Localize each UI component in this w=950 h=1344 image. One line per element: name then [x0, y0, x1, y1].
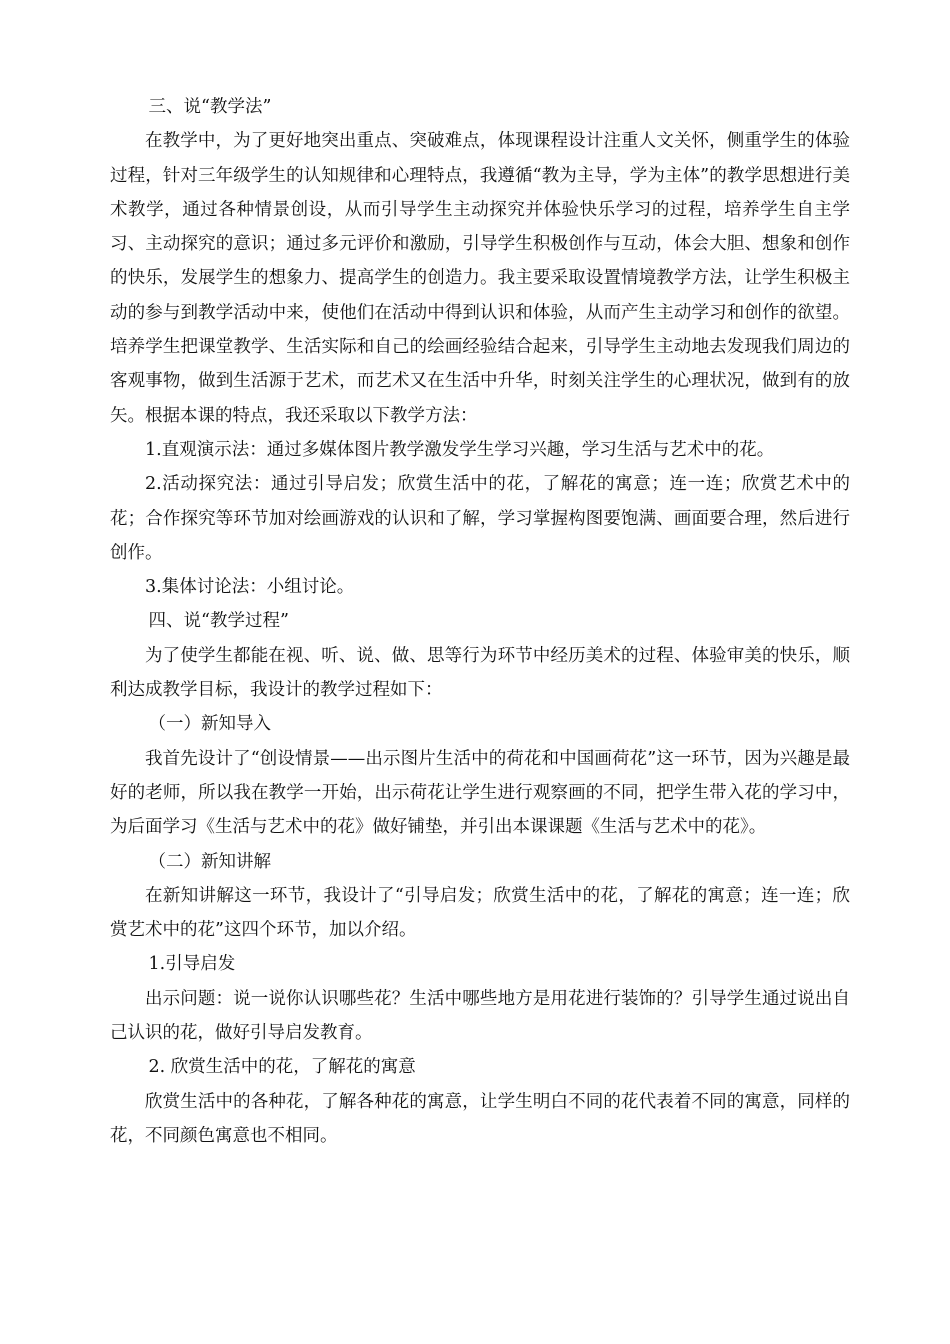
subsection-heading-introduction: （一）新知导入 — [148, 714, 271, 735]
section-heading-teaching-process: 四、说“教学过程” — [148, 611, 289, 632]
paragraph-guidance: 出示问题：说一说你认识哪些花？生活中哪些地方是用花进行装饰的？引导学生通过说出自己认识的花，做好引导启发教育。 — [110, 988, 850, 1044]
subsection-heading-explanation: （二）新知讲解 — [148, 851, 271, 872]
paragraph-teaching-process-intro: 为了使学生都能在视、听、说、做、思等行为环节中经历美术的过程、体验审美的快乐，顺利达成教学目标，我设计的教学过程如下： — [110, 645, 850, 701]
method-item-activity-exploration: 2.活动探究法：通过引导启发；欣赏生活中的花，了解花的寓意；连一连；欣赏艺术中的花；合作探究等环节加对绘画游戏的认识和了解，学习掌握构图要饱满、画面要合理，然后进行创作。 — [110, 474, 850, 563]
method-item-group-discussion: 3.集体讨论法：小组讨论。 — [145, 577, 355, 598]
method-item-demonstration: 1.直观演示法：通过多媒体图片教学激发学生学习兴趣，学习生活与艺术中的花。 — [145, 439, 775, 460]
paragraph-appreciate-flowers: 欣赏生活中的各种花，了解各种花的寓意，让学生明白不同的花代表着不同的寓意，同样的花，不同颜色寓意也不相同。 — [110, 1091, 850, 1146]
section-heading-teaching-methods: 三、说“教学法” — [148, 97, 272, 117]
document-body — [110, 90, 850, 1153]
step-heading-guidance: 1.引导启发 — [148, 954, 236, 975]
paragraph-teaching-methods-intro: 在教学中，为了更好地突出重点、突破难点，体现课程设计注重人文关怀，侧重学生的体验过程，针对三年级学生的认知规律和心理特点，我遵循“教为主导，学为主体”的教学思想进行美术教学，通过各种情景创设，从而引导学生主动探究并体验快乐学习的过程，培养学生自主学习、主动探究的意识；通过多元评价和激励，引导学生积极创作与互动，体会大胆、想象和创作的快乐，发展学生的想象力、提高学生的创造力。我主要采取设置情境教学方法，让学生积极主动的参与到教学活动中来，使他们在活动中得到认识和体验，从而产生主动学习和创作的欲望。培养学生把课堂教学、生活实际和自己的绘画经验结合起来，引导学生主动地去发现我们周边的客观事物，做到生活源于艺术，而艺术又在生活中升华，时刻关注学生的心理状况，做到有的放矢。根据本课的特点，我还采取以下教学方法： — [110, 131, 850, 426]
paragraph-explanation: 在新知讲解这一环节，我设计了“引导启发；欣赏生活中的花，了解花的寓意；连一连；欣赏艺术中的花”这四个环节，加以介绍。 — [110, 885, 850, 941]
step-heading-appreciate-flowers: 2. 欣赏生活中的花，了解花的寓意 — [148, 1057, 416, 1078]
paragraph-introduction: 我首先设计了“创设情景——出示图片生活中的荷花和中国画荷花”这一环节，因为兴趣是最好的老师，所以我在教学一开始，出示荷花让学生进行观察画的不同，把学生带入花的学习中，为后面学习《生活与艺术中的花》做好铺垫，并引出本课课题《生活与艺术中的花》。 — [110, 748, 850, 838]
